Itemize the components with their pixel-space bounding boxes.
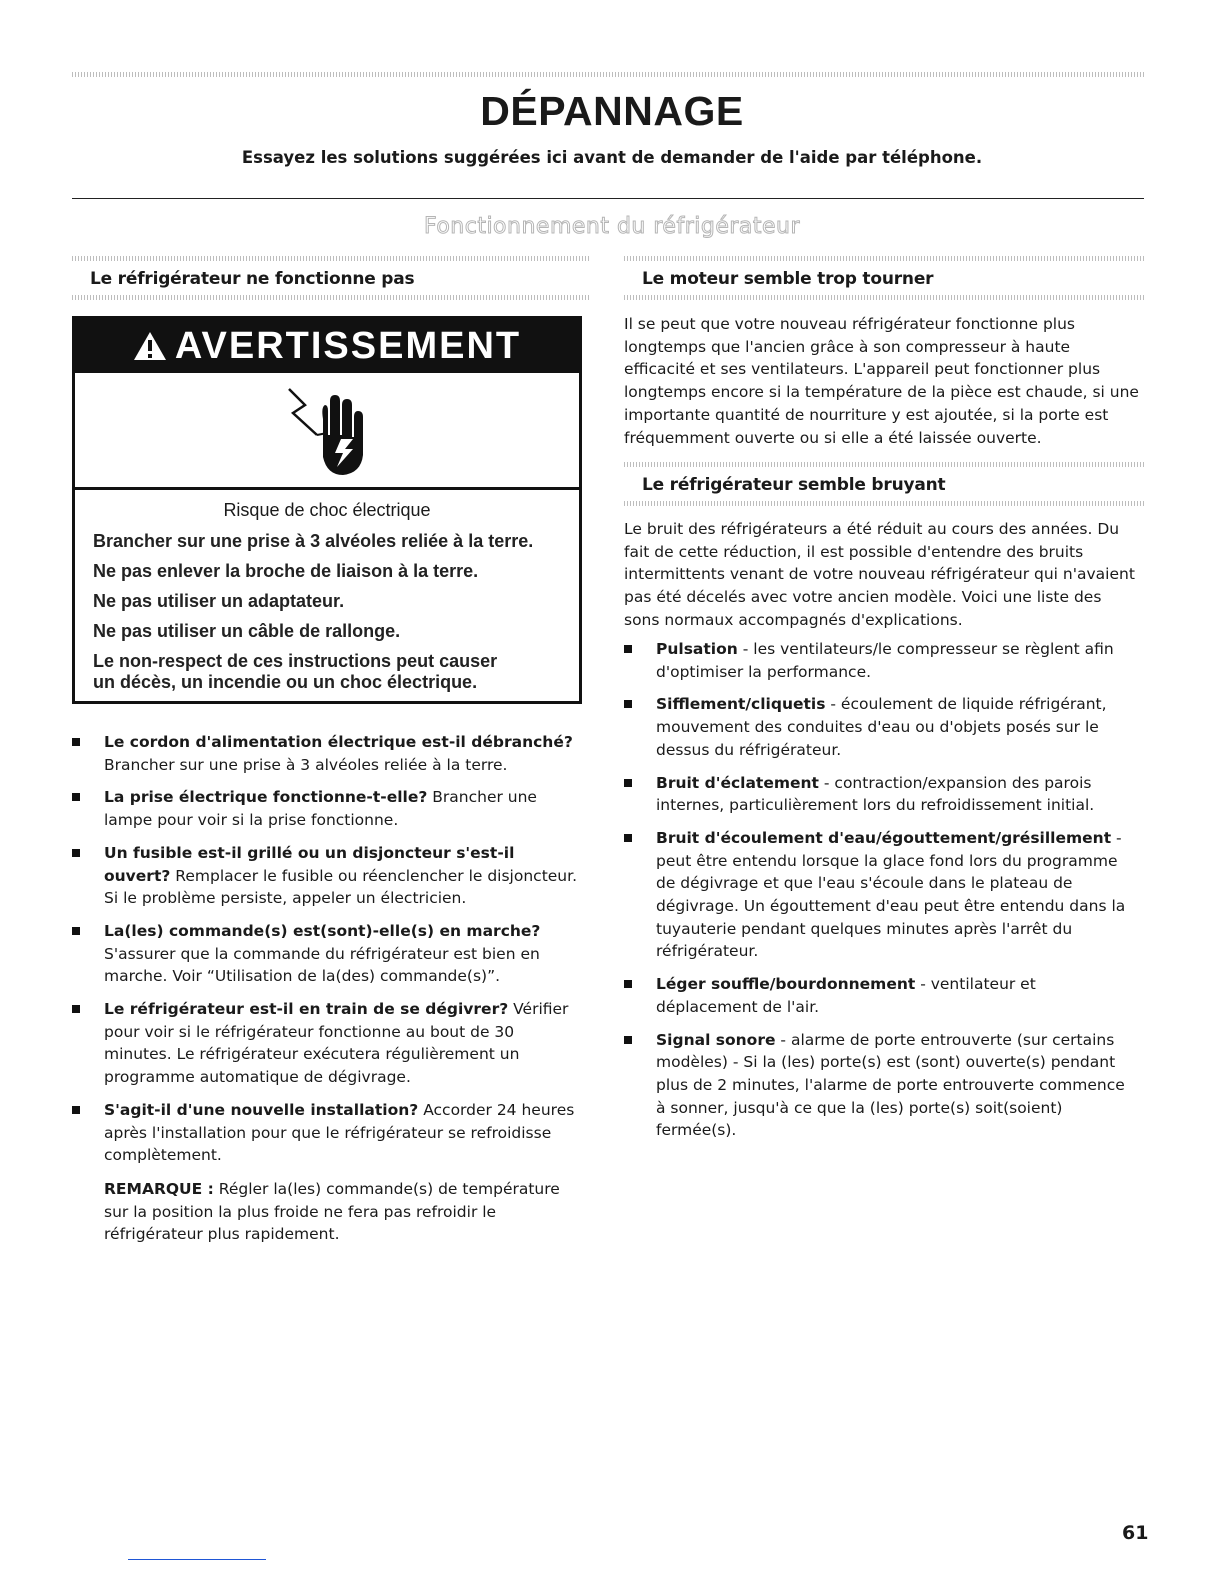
list-item	[72, 998, 584, 1089]
warning-line: Brancher sur une prise à 3 alvéoles reliée à la terre.	[93, 531, 534, 551]
list-item-text: - alarme de porte entrouverte (sur certains modèles) - Si la (les) porte(s) est (sont) ouverte(s) pendant plus de 2 minutes, l'alarme de porte entrouverte commence à sonner, jusqu'à ce que la (les) porte(s) soit(soient) fermée(s).	[656, 1030, 1125, 1140]
warning-banner	[75, 319, 579, 373]
right-heading2-rule-top	[624, 462, 1144, 467]
list-item	[624, 638, 1136, 683]
list-item-lead: S'agit-il d'une nouvelle installation?	[104, 1100, 419, 1119]
header-divider	[72, 198, 1144, 199]
list-item-lead: Signal sonore	[656, 1030, 776, 1049]
list-item-text: S'assurer que la commande du réfrigérateur est bien en marche. Voir “Utilisation de la(des) commande(s)”.	[104, 944, 540, 986]
page-subtitle: Essayez les solutions suggérées ici avant de demander de l'aide par téléphone.	[241, 148, 983, 167]
left-heading-rule-bottom	[72, 295, 590, 300]
right-heading2-rule-bottom	[624, 501, 1144, 506]
noise-list	[624, 638, 1136, 1152]
list-item-lead: Bruit d'écoulement d'eau/égouttement/grésillement	[656, 828, 1112, 847]
list-item-text: Brancher une lampe pour voir si la prise fonctionne.	[104, 788, 537, 830]
list-item	[624, 1029, 1136, 1143]
top-hatch-rule	[72, 72, 1144, 77]
list-item-lead: La(les) commande(s) est(sont)-elle(s) en marche?	[104, 921, 541, 940]
list-item-text: - contraction/expansion des parois internes, particulièrement lors du refroidissement initial.	[656, 773, 1095, 815]
warning-line: Ne pas utiliser un adaptateur.	[93, 591, 345, 611]
right-heading1-rule-top	[624, 256, 1144, 261]
list-item	[624, 827, 1136, 963]
list-item-lead: Léger souffle/bourdonnement	[656, 975, 916, 994]
warning-line: Ne pas utiliser un câble de rallonge.	[93, 621, 401, 641]
note-paragraph	[104, 1178, 580, 1246]
page-title: DÉPANNAGE	[480, 88, 744, 134]
list-item-text: - écoulement de liquide réfrigérant, mouvement des conduites d'eau ou d'objets posés sur le dessus du réfrigérateur.	[656, 695, 1107, 759]
list-item-lead: Sifflement/cliquetis	[656, 695, 826, 714]
list-item	[72, 1099, 584, 1167]
list-item-lead: La prise électrique fonctionne-t-elle?	[104, 788, 428, 807]
warning-consequence-line: un décès, un incendie ou un choc électrique.	[93, 672, 478, 692]
list-item	[624, 693, 1136, 761]
footer-link-underline	[128, 1559, 266, 1560]
right-heading1-rule-bottom	[624, 295, 1144, 300]
list-item-text: Accorder 24 heures après l'installation pour que le réfrigérateur se refroidisse complètement.	[104, 1100, 575, 1165]
section-title: Fonctionnement du réfrigérateur	[423, 214, 801, 239]
warning-consequence	[93, 651, 561, 693]
list-item-lead: Bruit d'éclatement	[656, 773, 819, 792]
list-item-text: - ventilateur et déplacement de l'air.	[656, 975, 1036, 1016]
right-paragraph-1: Il se peut que votre nouveau réfrigérateur fonctionne plus longtemps que l'ancien grâce à son compresseur à haute efficacité et ses ventilateurs. L'appareil peut fonctionner plus longtemps encore si la température de la pièce est chaude, si une importante quantité de nourriture y est ajoutée, si la porte est fréquemment ouverte ou si elle a été laissée ouverte.	[624, 315, 1139, 447]
list-item	[72, 920, 584, 988]
list-item-lead: Le cordon d'alimentation électrique est-il débranché?	[104, 733, 573, 751]
warning-line: Ne pas enlever la broche de liaison à la terre.	[93, 561, 479, 581]
list-item	[624, 973, 1136, 1018]
left-heading-rule-top	[72, 256, 590, 261]
list-item-text: - les ventilateurs/le compresseur se règlent afin d'optimiser la performance.	[656, 640, 1114, 681]
list-item	[72, 731, 584, 776]
list-item-lead: Un fusible est-il grillé ou un disjoncteur s'est-il ouvert?	[104, 843, 515, 885]
list-item-text: - peut être entendu lorsque la glace fond lors du programme de dégivrage et que l'eau s'écoule dans le plateau de dégivrage. Un égouttement d'eau peut être entendu dans la tuyauterie pendant quelques minutes après l'arrêt du réfrigérateur.	[656, 828, 1126, 961]
warning-banner-label: AVERTISSEMENT	[174, 324, 522, 367]
left-checklist	[72, 731, 584, 1177]
left-heading: Le réfrigérateur ne fonctionne pas	[90, 269, 415, 289]
list-item-lead: Pulsation	[656, 640, 738, 658]
list-item	[72, 786, 584, 831]
list-item	[624, 772, 1136, 817]
page-number: 61	[1122, 1522, 1149, 1544]
note-label: REMARQUE :	[104, 1180, 214, 1198]
note-text: Régler la(les) commande(s) de température sur la position la plus froide ne fera pas refroidir le réfrigérateur plus rapidement.	[104, 1180, 560, 1244]
warning-consequence-line: Le non-respect de ces instructions peut causer	[93, 651, 498, 671]
electric-shock-hand-icon	[283, 383, 373, 479]
list-item	[72, 842, 584, 910]
list-item-text: Vérifier pour voir si le réfrigérateur fonctionne au bout de 30 minutes. Le réfrigérateur exécutera régulièrement un programme automatique de dégivrage.	[104, 1000, 569, 1087]
list-item-lead: Le réfrigérateur est-il en train de se dégivrer?	[104, 1000, 509, 1019]
shock-icon-area	[75, 373, 579, 490]
warning-risk: Risque de choc électrique	[223, 500, 431, 520]
list-item-text: Brancher sur une prise à 3 alvéoles reliée à la terre.	[104, 755, 508, 774]
right-paragraph-2: Le bruit des réfrigérateurs a été réduit au cours des années. Du fait de cette réduction, il est possible d'entendre des bruits intermittents venant de votre nouveau réfrigérateur qui n'avaient pas été décelés avec votre ancien modèle. Voici une liste des sons normaux accompagnés d'explications.	[624, 520, 1135, 629]
right-heading-1: Le moteur semble trop tourner	[642, 269, 934, 289]
right-heading-2: Le réfrigérateur semble bruyant	[642, 475, 946, 495]
list-item-text: Remplacer le fusible ou réenclencher le disjoncteur. Si le problème persiste, appeler un électricien.	[104, 866, 578, 908]
warning-triangle-icon	[133, 331, 167, 361]
warning-box	[72, 316, 582, 704]
